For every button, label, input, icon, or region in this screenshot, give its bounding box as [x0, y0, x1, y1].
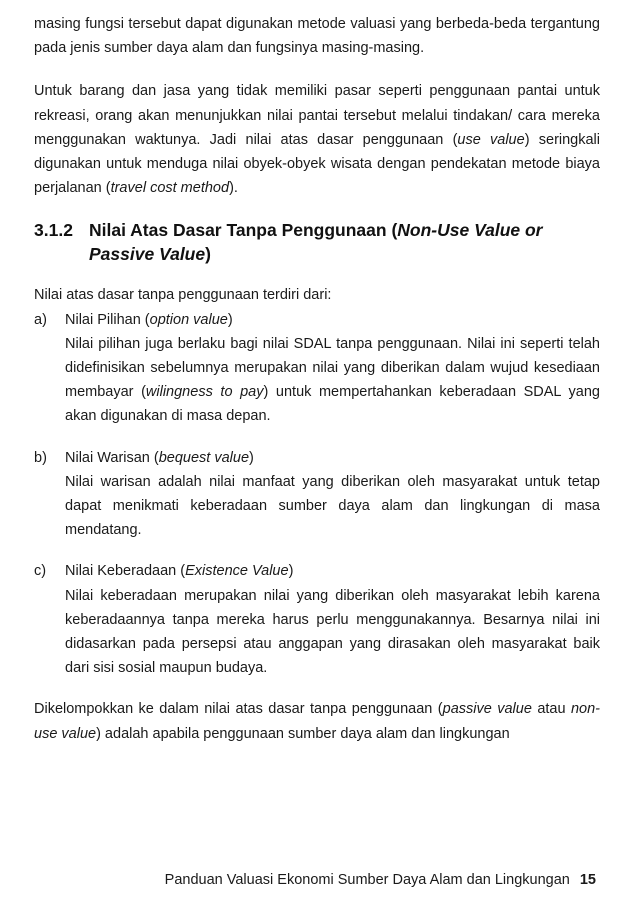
document-page — [34, 12, 600, 746]
text-run: Untuk barang dan jasa yang tidak memiliki pasar seperti penggunaan pantai untuk rekreasi, orang akan menunjukkan nilai pantai tersebut melalui tindakan/ cara mereka menggunakan waktunya. Jadi nilai atas dasar penggunaan ( — [34, 83, 600, 148]
text-run: atau — [531, 701, 571, 718]
list-item-title — [65, 308, 600, 332]
list-item-body — [65, 584, 600, 681]
paragraph-2 — [34, 79, 600, 200]
intro-text: Nilai atas dasar tanpa penggunaan terdiri dari: — [34, 287, 332, 304]
list-label: a) — [34, 311, 47, 328]
text-run: Nilai Atas Dasar Tanpa Penggunaan ( — [89, 220, 398, 241]
text-run: ) untuk mempertahankan keberadaan SDAL yang akan digunakan di masa depan. — [65, 384, 600, 425]
list-item-title — [65, 559, 600, 583]
text-run: ) — [249, 449, 254, 466]
list-item-body — [65, 332, 600, 429]
section-number: 3.1.2 — [34, 220, 73, 241]
italic-text: travel cost method — [110, 180, 230, 197]
text-run: Nilai keberadaan merupakan nilai yang diberikan oleh masyarakat lebih karena keberadaannya tanpa mereka harus perlu menggunakannya. Besarnya nilai ini didasarkan pada persepsi atau anggapan yang dirasakan oleh masyarakat baik dari sisi sosial maupun budaya. — [65, 587, 600, 677]
italic-text: bequest value — [158, 449, 250, 466]
footer-title: Panduan Valuasi Ekonomi Sumber Daya Alam dan Lingkungan — [164, 872, 570, 888]
page-number: 15 — [579, 872, 596, 888]
text-run: ). — [229, 180, 238, 197]
text-run: Nilai Keberadaan ( — [65, 563, 186, 580]
text-run: ) seringkali digunakan untuk menduga nilai obyek-obyek wisata dengan pendekatan metode biaya perjalanan ( — [34, 131, 601, 197]
text-run: Nilai warisan adalah nilai manfaat yang diberikan oleh masyarakat untuk tetap dapat menikmati keberadaan sumber daya alam dan lingkungan di masa mendatang. — [65, 473, 600, 539]
list-label: c) — [34, 563, 47, 580]
paragraph-1 — [34, 12, 600, 60]
section-heading — [34, 218, 600, 266]
italic-text: wilingness to pay — [145, 384, 264, 401]
text-run: masing fungsi tersebut dapat digunakan metode valuasi yang berbeda-beda tergantung pada jenis sumber daya alam dan fungsinya masing-masing. — [34, 16, 600, 57]
text-run: Nilai pilihan juga berlaku bagi nilai SDAL tanpa penggunaan. Nilai ini seperti telah didefinisikan sebelumnya merupakan nilai yang diberikan dalam wujud kesediaan membayar ( — [65, 335, 600, 401]
list-item-b — [34, 446, 600, 543]
list-label: b) — [34, 449, 47, 466]
page-footer — [0, 872, 638, 888]
list-item-c — [34, 559, 600, 680]
text-run: Dikelompokkan ke dalam nilai atas dasar tanpa penggunaan ( — [34, 701, 443, 718]
text-run: ) adalah apabila penggunaan sumber daya alam dan lingkungan — [96, 725, 510, 742]
italic-text: use value — [457, 131, 525, 148]
text-run: ) — [205, 244, 211, 265]
list-item-body — [65, 470, 600, 543]
italic-text: option value — [149, 311, 228, 328]
text-run: Nilai Pilihan ( — [65, 311, 150, 328]
text-run: ) — [288, 563, 294, 580]
italic-text: passive value — [442, 701, 532, 718]
list-item-a — [34, 308, 600, 429]
paragraph-last — [34, 697, 600, 745]
section-title — [89, 218, 600, 266]
list-item-title — [65, 446, 600, 470]
italic-text: non-use value — [34, 701, 601, 742]
text-run: Nilai Warisan ( — [65, 449, 159, 466]
text-run: ) — [227, 311, 233, 328]
italic-text: Existence Value — [185, 563, 289, 580]
italic-text: Non-Use Value or Passive Value — [89, 220, 543, 265]
